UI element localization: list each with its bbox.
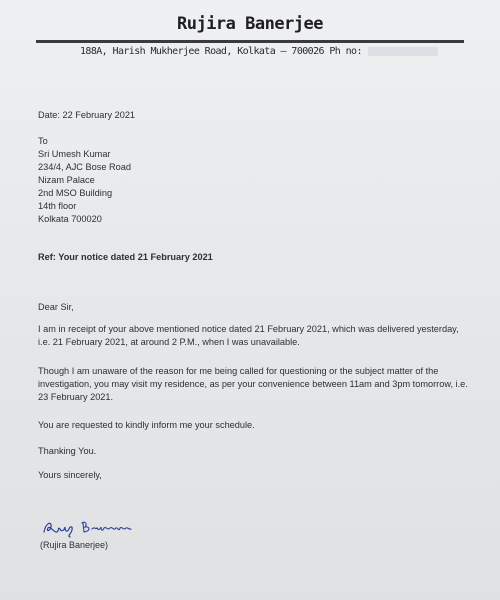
letterhead-address — [80, 46, 438, 57]
letterhead-name: Rujira Banerjee — [176, 14, 324, 34]
letterhead-divider — [36, 40, 464, 43]
recipient-line: 234/4, AJC Bose Road — [38, 162, 131, 172]
body-paragraph: I am in receipt of your above mentioned notice dated 21 February 2021, which was delivered yesterday, i.e. 21 February 2021, at around 2 P.M., when I was unavailable. — [38, 324, 459, 347]
redacted-phone — [368, 47, 438, 56]
thanks-line: Thanking You. — [38, 446, 97, 456]
recipient-line: 14th floor — [38, 201, 77, 211]
letterhead-address-text: 188A, Harish Mukherjee Road, Kolkata – 700026 Ph no: — [80, 46, 362, 57]
body-paragraph: You are requested to kindly inform me your schedule. — [38, 420, 255, 430]
handwritten-signature — [40, 517, 150, 539]
letter-date: Date: 22 February 2021 — [38, 110, 136, 120]
body-paragraph: Though I am unaware of the reason for me being called for questioning or the subject matter of the investigation, you may visit my residence, as per your convenience between 11am and 3pm tomorrow, i.e. 23 February 2021. — [38, 366, 468, 402]
recipient-line: Sri Umesh Kumar — [38, 149, 111, 159]
recipient-line: Nizam Palace — [38, 175, 95, 185]
recipient-line: Kolkata 700020 — [38, 214, 102, 224]
salutation: Dear Sir, — [38, 302, 74, 312]
recipient-line: 2nd MSO Building — [38, 188, 113, 198]
reference-line: Ref: Your notice dated 21 February 2021 — [38, 252, 213, 262]
signed-name: (Rujira Banerjee) — [40, 540, 109, 550]
recipient-to: To — [38, 136, 48, 146]
closing-line: Yours sincerely, — [38, 470, 102, 480]
recipient-block — [38, 135, 131, 226]
